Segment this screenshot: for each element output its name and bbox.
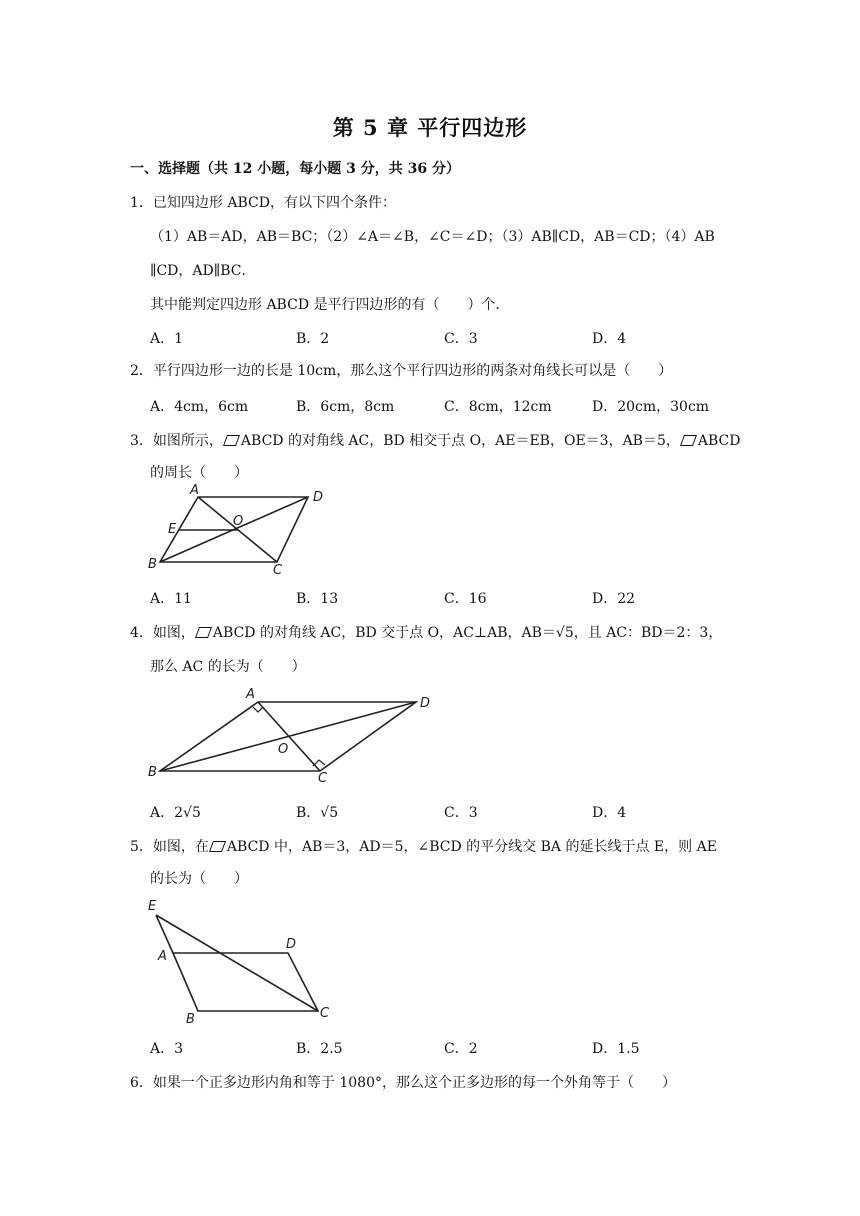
q4-stem-main: ABCD 的对角线 AC，BD 交于点 O，AC⊥AB，AB＝√5，且 AC：BD＝2：3，: [212, 625, 723, 641]
parallelogram-icon: [223, 435, 240, 446]
q4-option-a[interactable]: A．2√5: [150, 805, 201, 821]
q3-stem-line2: 的周长（ ）: [150, 465, 248, 481]
q4-label-b: B: [148, 765, 157, 780]
q5-label-a: A: [158, 949, 167, 964]
q4-option-b[interactable]: B．√5: [296, 805, 339, 821]
q5-stem-pre: 5．如图，在: [130, 839, 209, 855]
q5-stem: [130, 836, 717, 856]
q4-option-d[interactable]: D．4: [592, 805, 627, 821]
q3-label-a: A: [190, 483, 199, 498]
q4-diagonal-bd: [160, 702, 416, 771]
q5-option-a[interactable]: A．3: [150, 1041, 184, 1057]
q1-stem: 1．已知四边形 ABCD，有以下四个条件：: [130, 195, 396, 211]
page-title: 第 5 章 平行四边形: [332, 115, 528, 140]
q5-label-e: E: [148, 899, 157, 914]
q3-option-d[interactable]: D．22: [592, 591, 636, 607]
q4-stem-line2: 那么 AC 的长为（ ）: [150, 659, 306, 675]
q3-stem-mid: ABCD 的对角线 AC，BD 相交于点 O，AE＝EB，OE＝3，AB＝5，: [240, 433, 680, 449]
q4-label-o: O: [278, 742, 289, 757]
q3-label-b: B: [148, 557, 157, 572]
q2-option-d[interactable]: D．20cm，30cm: [592, 399, 710, 415]
parallelogram-icon: [195, 627, 212, 638]
q4-figure: [140, 684, 450, 784]
q1-conditions-line2: ∥CD，AD∥BC．: [150, 263, 256, 279]
q5-option-c[interactable]: C．2: [444, 1041, 478, 1057]
q5-label-c: C: [320, 1006, 330, 1021]
q4-label-a: A: [246, 687, 255, 702]
q2-option-c[interactable]: C．8cm，12cm: [444, 399, 552, 415]
q4-label-d: D: [420, 696, 431, 711]
parallelogram-icon: [209, 841, 226, 852]
section-heading: 一、选择题（共 12 小题，每小题 3 分，共 36 分）: [130, 161, 460, 177]
q3-option-a[interactable]: A．11: [150, 591, 192, 607]
q3-figure: [140, 482, 350, 582]
q5-option-d[interactable]: D．1.5: [592, 1041, 640, 1057]
q3-stem: [130, 430, 741, 450]
q5-option-b[interactable]: B．2.5: [296, 1041, 343, 1057]
q5-figure: [140, 896, 350, 1026]
q5-parallelogram: [173, 953, 318, 1011]
q1-option-b[interactable]: B．2: [296, 331, 330, 347]
q1-option-d[interactable]: D．4: [592, 331, 627, 347]
q3-label-e: E: [168, 522, 177, 537]
q4-right-angle-a: [253, 707, 263, 712]
q5-label-b: B: [186, 1012, 195, 1027]
q3-label-c: C: [273, 563, 283, 578]
q1-option-a[interactable]: A．1: [150, 331, 184, 347]
q3-label-o: O: [233, 514, 244, 529]
q2-option-b[interactable]: B．6cm，8cm: [296, 399, 395, 415]
q4-stem-pre: 4．如图，: [130, 625, 195, 641]
parallelogram-icon: [680, 435, 697, 446]
q1-conditions-line1: （1）AB＝AD，AB＝BC；（2）∠A＝∠B，∠C＝∠D；（3）AB∥CD，AB＝CD；（4）AB: [150, 229, 715, 245]
q1-question: 其中能判定四边形 ABCD 是平行四边形的有（ ）个．: [150, 297, 510, 313]
q2-option-a[interactable]: A．4cm，6cm: [150, 399, 249, 415]
q4-option-c[interactable]: C．3: [444, 805, 478, 821]
q5-label-d: D: [286, 937, 297, 952]
q4-stem: [130, 622, 722, 642]
q3-option-c[interactable]: C．16: [444, 591, 487, 607]
q4-label-c: C: [318, 771, 328, 786]
q1-option-c[interactable]: C．3: [444, 331, 478, 347]
q6-stem: 6．如果一个正多边形内角和等于 1080°，那么这个正多边形的每一个外角等于（ ）: [130, 1075, 676, 1091]
q2-stem: 2．平行四边形一边的长是 10cm，那么这个平行四边形的两条对角线长可以是（ ）: [130, 363, 673, 379]
q3-stem-post: ABCD: [697, 433, 741, 449]
q3-option-b[interactable]: B．13: [296, 591, 339, 607]
q5-stem-main: ABCD 中，AB＝3，AD＝5，∠BCD 的平分线交 BA 的延长线于点 E，则 AE: [226, 839, 717, 855]
q5-stem-line2: 的长为（ ）: [150, 871, 248, 887]
q3-label-d: D: [313, 490, 324, 505]
q3-stem-pre: 3．如图所示，: [130, 433, 223, 449]
